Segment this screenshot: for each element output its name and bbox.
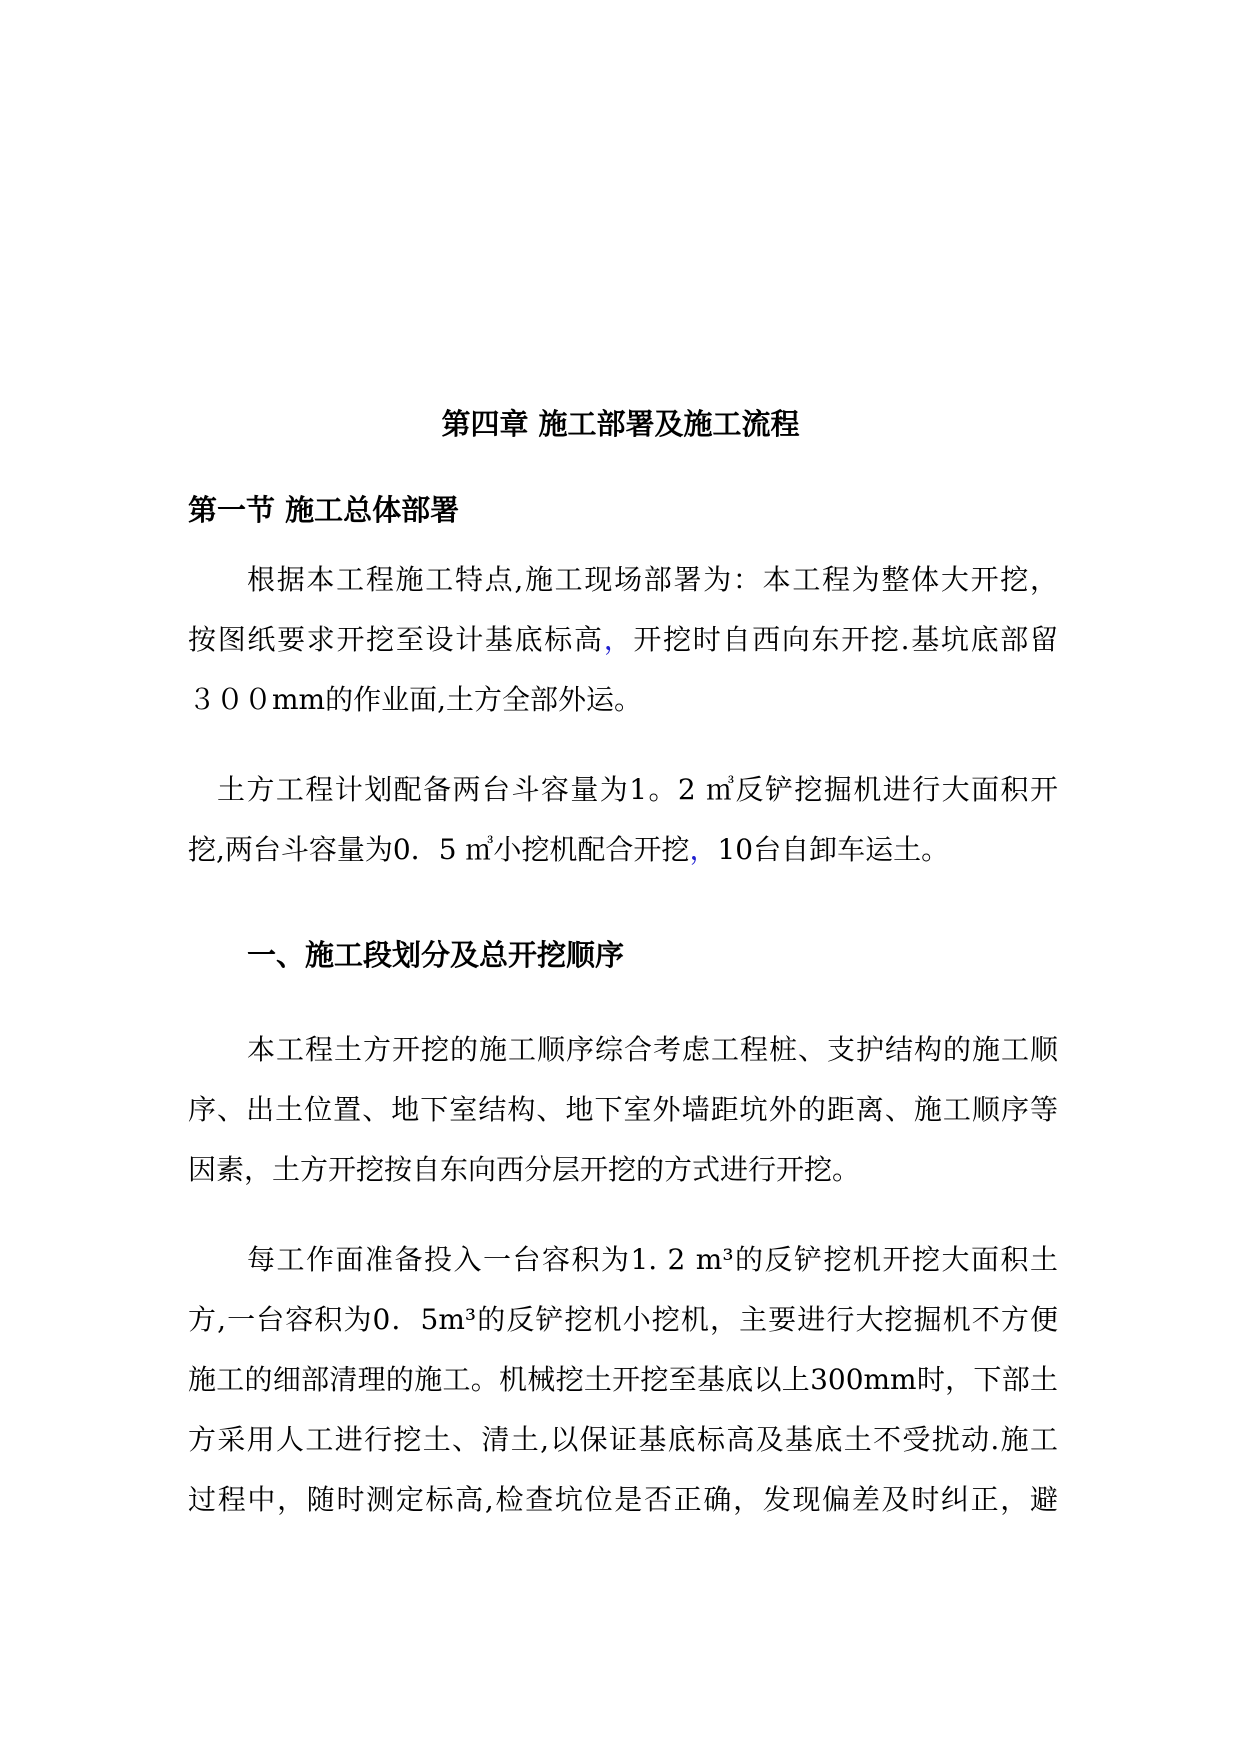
paragraph-3-line-3: 因素，土方开挖按自东向西分层开挖的方式进行开挖。 <box>188 1153 861 1186</box>
text-segment: 按图纸要求开挖至设计基底标高 <box>188 623 604 656</box>
paragraph-2-line-2 <box>188 830 1058 870</box>
paragraph-1-line-1: 根据本工程施工特点,施工现场部署为：本工程为整体大开挖， <box>247 563 1058 596</box>
chapter-title: 第四章 施工部署及施工流程 <box>441 407 800 441</box>
section-title: 第一节 施工总体部署 <box>188 493 460 527</box>
paragraph-4-line-1: 每工作面准备投入一台容积为1. 2 m³的反铲挖机开挖大面积土 <box>247 1243 1058 1276</box>
text-segment: 开挖时自西向东开挖.基坑底部留 <box>633 623 1058 656</box>
paragraph-3-line-1: 本工程土方开挖的施工顺序综合考虑工程桩、支护结构的施工顺 <box>247 1033 1058 1066</box>
paragraph-1-line-3: ３００mm的作业面,土方全部外运。 <box>188 683 643 716</box>
paragraph-1-line-2 <box>188 620 1058 660</box>
blue-comma: ， <box>603 623 634 656</box>
paragraph-4-line-5: 过程中，随时测定标高,检查坑位是否正确，发现偏差及时纠正，避 <box>188 1483 1058 1516</box>
subsection-title: 一、施工段划分及总开挖顺序 <box>247 938 625 972</box>
paragraph-2-line-1: 土方工程计划配备两台斗容量为1。2 ㎥反铲挖掘机进行大面积开 <box>217 773 1058 806</box>
paragraph-4-line-4: 方采用人工进行挖土、清土,以保证基底标高及基底土不受扰动.施工 <box>188 1423 1058 1456</box>
paragraph-4-line-3: 施工的细部清理的施工。机械挖土开挖至基底以上300mm时，下部土 <box>188 1363 1058 1396</box>
paragraph-3-line-2: 序、出土位置、地下室结构、地下室外墙距坑外的距离、施工顺序等 <box>188 1093 1058 1126</box>
blue-comma: ， <box>689 833 718 866</box>
text-segment: 10台自卸车运土。 <box>717 833 950 866</box>
text-segment: 挖,两台斗容量为0．5 ㎥小挖机配合开挖 <box>188 833 690 866</box>
paragraph-4-line-2: 方,一台容积为0．5m³的反铲挖机小挖机，主要进行大挖掘机不方便 <box>188 1303 1058 1336</box>
